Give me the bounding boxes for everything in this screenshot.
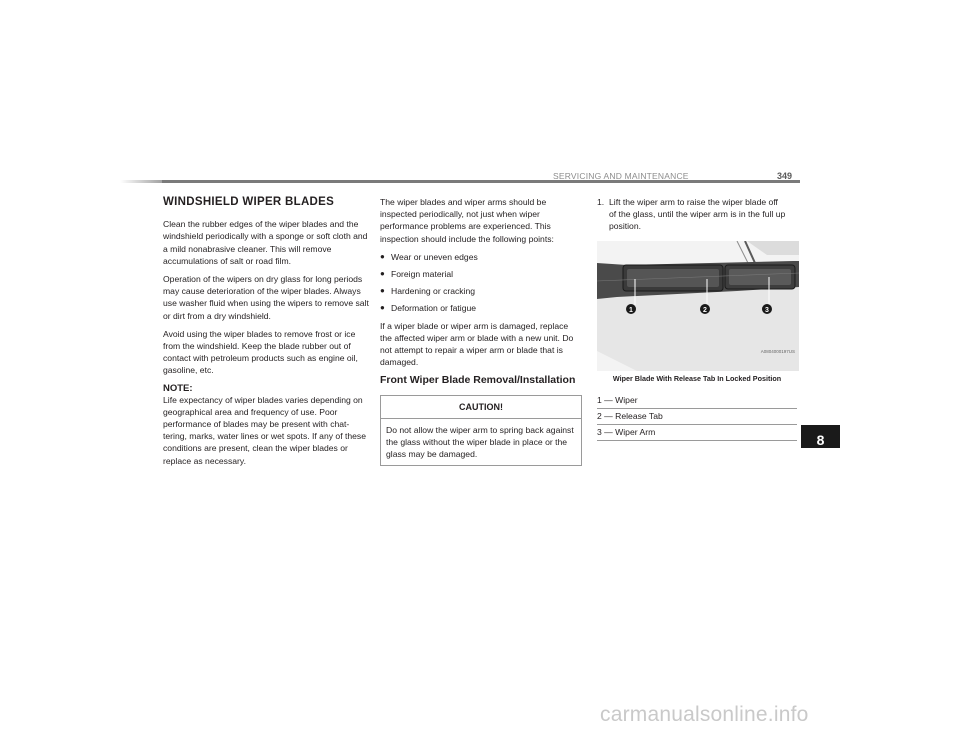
running-header-section: SERVICING AND MAINTENANCE [553,171,689,181]
chapter-tab: 8 [801,425,840,448]
inspection-intro: The wiper blades and wiper arms should be inspected periodically, not just when wiper performance problems are experienced. This inspection should include the following points: [380,197,554,244]
figure-caption: Wiper Blade With Release Tab In Locked Position [612,373,782,383]
bullet-icon: ● [380,303,385,313]
legend-item: 3 — Wiper Arm [597,425,797,441]
watermark: carmanualsonline.info [600,703,809,726]
wiper-illustration [597,241,799,371]
header-rule [162,180,800,183]
step-1 [597,196,797,233]
svg-text:3: 3 [765,306,769,314]
caution-box [380,395,582,467]
paragraph: If a wiper blade or wiper arm is damaged, replace the affected wiper arm or blade with a new unit. Do not attempt to repair a wiper arm or blade that is damaged. [380,320,574,368]
list-item: ● Wear or uneven edges [380,251,478,262]
list-item: ● Hardening or cracking [380,286,476,297]
legend-item: 2 — Release Tab [597,409,797,425]
legend-item: 1 — Wiper [597,393,797,409]
list-item: ● Foreign material [380,269,454,280]
bullet-icon: ● [380,286,385,296]
note-text: Life expectancy of wiper blades varies depending on geographical area and frequency of use. Poor performance of blades may be present with chat-tering, marks, water lines or wet spots. If any of these conditions are present, clean the wiper blades or replace as necessary. [163,394,366,466]
step-number: 1. [597,197,605,207]
bullet-icon: ● [380,269,385,279]
page-number: 349 [777,171,793,181]
section-heading: WINDSHIELD WIPER BLADES [163,196,335,208]
subsection-heading: Front Wiper Blade Removal/Installation [380,374,576,387]
step-text: Lift the wiper arm to raise the wiper blade off of the glass, until the wiper arm is in the full up position. [609,197,786,232]
note-label: NOTE: [163,382,193,394]
caution-text: Do not allow the wiper arm to spring back against the glass without the wiper blade in place or the glass may be damaged. [386,424,574,460]
svg-text:1: 1 [629,306,633,314]
column-left [163,196,369,473]
paragraph: Operation of the wipers on dry glass for long periods may cause deterioration of the wiper blades. Always use washer fluid when using the wipers to remove salt or dirt from a dry windshield. [163,274,369,321]
column-middle [380,196,582,466]
list-item: ● Deformation or fatigue [380,303,477,314]
caution-title: CAUTION! [381,396,581,419]
paragraph: Avoid using the wiper blades to remove frost or ice from the windshield. Keep the blade rubber out of contact with petroleum products such as engine oil, gasoline, etc. [163,328,358,376]
svg-text:2: 2 [703,306,707,314]
paragraph: Clean the rubber edges of the wiper blades and the windshield periodically with a sponge or soft cloth and a mild nonabrasive cleaner. This will remove accumulations of salt or road film. [163,219,368,266]
column-right [597,196,797,441]
inspection-list [380,251,582,315]
wiper-figure [597,241,799,371]
figure-code: A0804000197US [760,348,795,354]
bullet-icon: ● [380,251,385,261]
